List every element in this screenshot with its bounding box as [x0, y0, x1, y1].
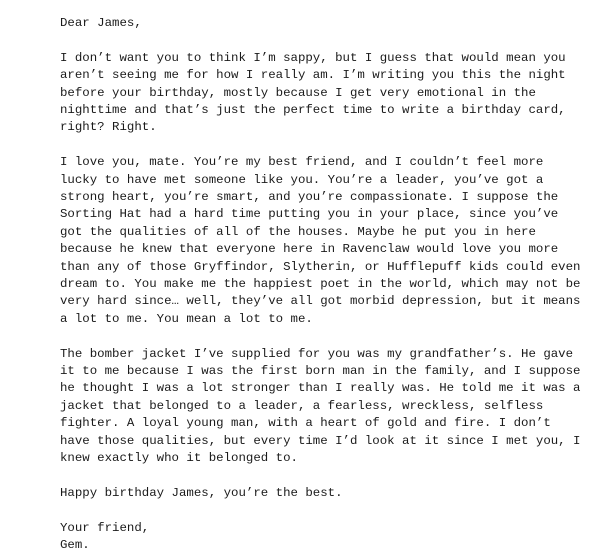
- paragraph-jacket: The bomber jacket I’ve supplied for you was my grandfather’s. He gave it to me because I was the first born man in the family, and I suppose he thought I was a lot stronger than I really was. He told me it was a jacket that belonged to a leader, a fearless, wreckless, selfless fighter. A loyal young man, with a heart of gold and fire. I don’t have those qualities, but every time I’d look at it since I met you, I knew exactly who it belonged to.: [60, 346, 581, 466]
- paragraph-birthday-wish: Happy birthday James, you’re the best.: [60, 485, 343, 500]
- closing-signature: Your friend, Gem.: [60, 520, 150, 553]
- paragraph-intro: I don’t want you to think I’m sappy, but I guess that would mean you aren’t seeing me for how I really am. I’m writing you this the night before your birthday, mostly because I get very emotional in the nighttime and that’s just the perfect time to write a birthday card, right? Right.: [60, 50, 566, 135]
- letter-body: [60, 15, 600, 555]
- salutation: Dear James,: [60, 16, 142, 30]
- paragraph-friendship: I love you, mate. You’re my best friend, and I couldn’t feel more lucky to have met someone like you. You’re a leader, you’ve got a strong heart, you’re smart, and you’re compassionate. I suppose the Sorting Hat had a hard time putting you in your place, since you’ve got the qualities of all of the houses. Maybe he put you in here because he knew that everyone here in Ravenclaw would love you more than any of those Gryffindor, Slytherin, or Hufflepuff kids could even dream to. You make me the happiest poet in the world, which may not be very hard since… well, they’ve all got morbid depression, but it means a lot to me. You mean a lot to me.: [60, 155, 581, 326]
